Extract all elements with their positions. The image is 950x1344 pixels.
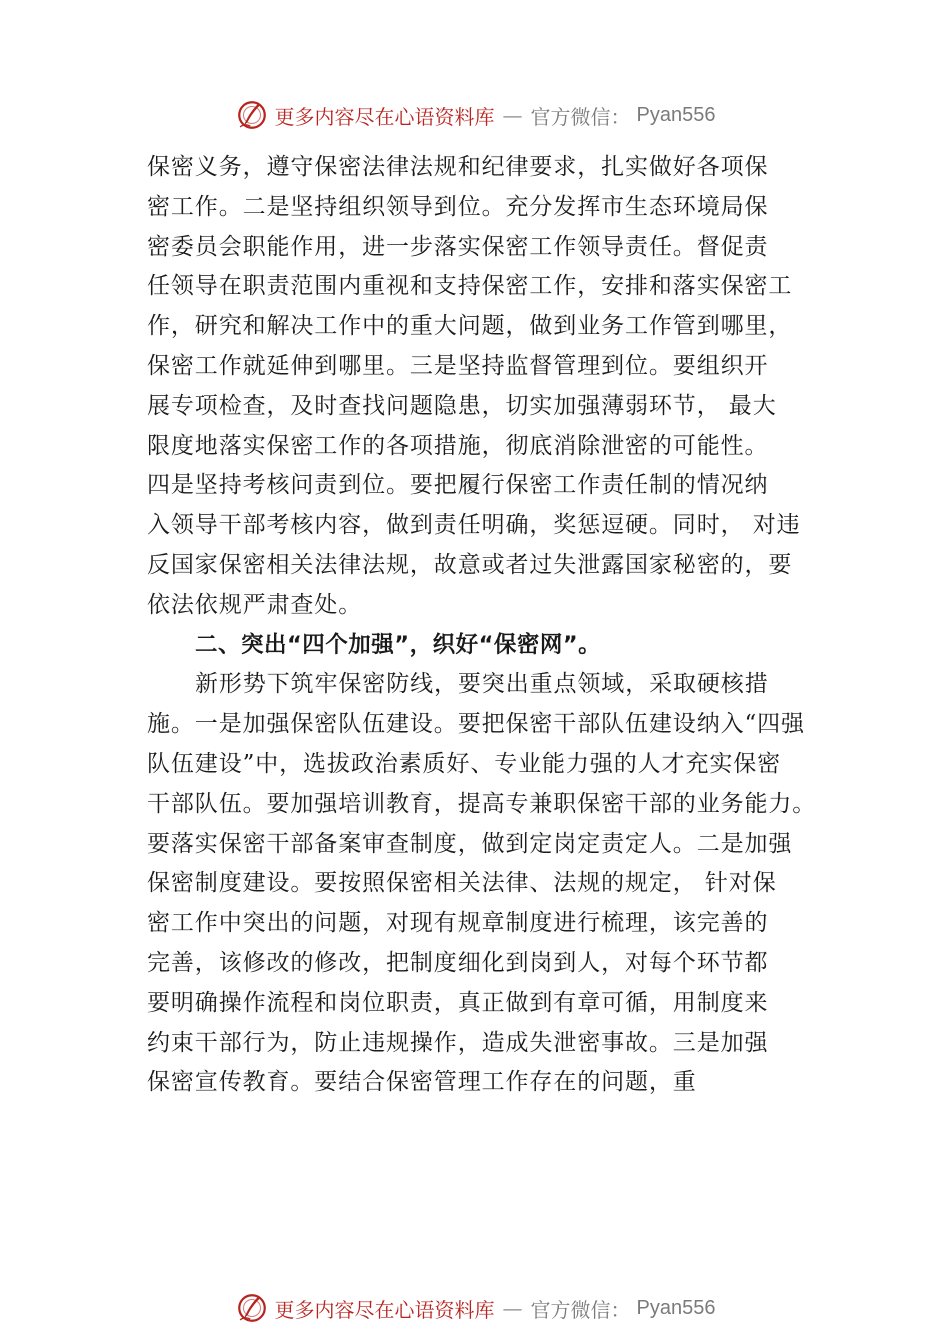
text-line: 限度地落实保密工作的各项措施，彻底消除泄密的可能性。 (147, 432, 769, 459)
text-line: 任领导在职责范围内重视和支持保密工作，安排和落实保密工 (147, 273, 793, 300)
text-line: 要明确操作流程和岗位职责，真正做到有章可循，用制度来 (147, 989, 769, 1016)
wechat-label: 官方微信： (530, 1297, 631, 1322)
text-line: 反国家保密相关法律法规，故意或者过失泄露国家秘密的，要 (147, 551, 793, 578)
wechat-label: 官方微信： (530, 104, 631, 129)
header-banner (0, 95, 950, 135)
quill-pen-logo-icon (235, 98, 269, 132)
text-line: 队伍建设”中，选拔政治素质好、专业能力强的人才充实保密 (147, 750, 782, 777)
paragraph-first-line: 新形势下筑牢保密防线，要突出重点领域，采取硬核措 (195, 671, 769, 698)
text-line: 密工作中突出的问题，对现有规章制度进行梳理，该完善的 (147, 910, 769, 937)
brand-text: 更多内容尽在心语资料库 (274, 104, 495, 129)
text-line: 约束干部行为，防止违规操作，造成失泄密事故。三是加强 (147, 1029, 769, 1056)
text-line: 入领导干部考核内容，做到责任明确，奖惩逗硬。同时， 对违 (147, 512, 801, 539)
text-line: 保密工作就延伸到哪里。三是坚持监督管理到位。要组织开 (147, 352, 769, 379)
document-body (147, 148, 837, 1103)
text-line: 干部队伍。要加强培训教育，提高专兼职保密干部的业务能力。 (147, 790, 817, 817)
text-line: 密委员会职能作用，进一步落实保密工作领导责任。督促责 (147, 233, 769, 260)
text-line: 保密制度建设。要按照保密相关法律、法规的规定， 针对保 (147, 870, 777, 897)
text-line: 要落实保密干部备案审查制度，做到定岗定责定人。二是加强 (147, 830, 793, 857)
wechat-id: Pyan556 (636, 1296, 716, 1319)
brand-text: 更多内容尽在心语资料库 (274, 1297, 495, 1322)
text-line: 完善，该修改的修改，把制度细化到岗到人，对每个环节都 (147, 949, 769, 976)
text-line: 保密义务，遵守保密法律法规和纪律要求，扎实做好各项保 (147, 154, 769, 180)
banner-dash: — (502, 103, 523, 127)
text-line: 施。一是加强保密队伍建设。要把保密干部队伍建设纳入“四强 (147, 711, 805, 738)
wechat-id: Pyan556 (636, 103, 716, 126)
text-line: 保密宣传教育。要结合保密管理工作存在的问题，重 (147, 1069, 697, 1096)
banner-dash: — (502, 1296, 523, 1320)
text-line: 依法依规严肃查处。 (147, 591, 363, 618)
quill-pen-logo-icon (235, 1291, 269, 1325)
text-line: 展专项检查，及时查找问题隐患，切实加强薄弱环节， 最大 (147, 392, 777, 419)
text-line: 密工作。二是坚持组织领导到位。充分发挥市生态环境局保 (147, 193, 769, 220)
section-heading: 二、突出“四个加强”，织好“保密网”。 (195, 631, 602, 658)
text-line: 四是坚持考核问责到位。要把履行保密工作责任制的情况纳 (147, 472, 769, 499)
footer-banner (0, 1288, 950, 1328)
text-line: 作，研究和解决工作中的重大问题，做到业务工作管到哪里， (147, 313, 793, 340)
footer-banner-content (235, 1291, 716, 1325)
header-banner-content (235, 98, 716, 132)
